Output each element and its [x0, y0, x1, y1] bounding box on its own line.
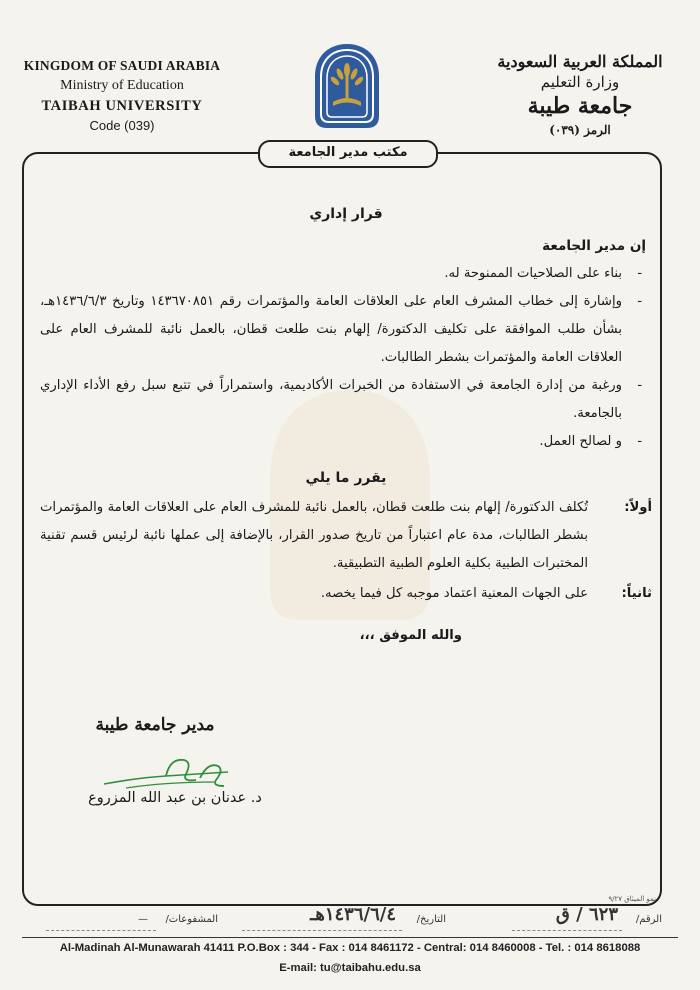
reference-line [18, 902, 678, 938]
preamble-text: ورغبة من إدارة الجامعة في الاستفادة من الخبرات الأكاديمية، واستمراراً في تتبع سبل رفع الأداء الإداري بالجامعة. [40, 378, 622, 421]
signatory-name: د. عدنان بن عبد الله المزروع [88, 790, 262, 806]
signatory-title: مدير جامعة طيبة [95, 715, 215, 735]
country-name-ar: المملكة العربية السعودية [497, 52, 663, 71]
preamble-item [40, 288, 652, 372]
preamble-text: بناء على الصلاحيات الممنوحة له. [444, 266, 622, 281]
date-value: ١٤٣٦/٦/٤هـ [310, 904, 396, 925]
item-label: ثانياً: [621, 586, 652, 601]
ministry-name-ar: وزارة التعليم [540, 73, 620, 91]
bullet-dash: - [637, 378, 642, 393]
university-code-en: Code (039) [89, 118, 155, 133]
item-label: أولاً: [624, 500, 652, 515]
university-name-ar: جامعة طيبة [527, 93, 633, 119]
office-label: مكتب مدير الجامعة [258, 140, 438, 168]
header-arabic [490, 52, 670, 137]
footer-email: E-mail: tu@taibahu.edu.sa [279, 962, 421, 974]
bullet-dash: - [637, 294, 642, 309]
preamble-item [40, 428, 652, 456]
university-name-en: TAIBAH UNIVERSITY [41, 98, 203, 114]
date-dotted-line [242, 930, 402, 931]
intro-line: إن مدير الجامعة [542, 238, 646, 254]
document-title: قرار إداري [309, 206, 383, 222]
number-value: ٦٢٣ / ق [555, 904, 618, 925]
item-text: تُكلف الدكتورة/ إلهام بنت طلعت قطان، بالعمل نائبة للمشرف العام على العلاقات العامة والمؤتمرات بشطر الطالبات، مدة عام اعتباراً من تاريخ صدور القرار، بالإضافة إلى عملها نائبة لرئيس قسم تقنية المختبرات الطبية بكلية العلوم الطبية التطبيقية. [40, 500, 588, 571]
form-code: نمو الميثاق ٩/٢٧ [608, 895, 656, 903]
decision-heading: يقرر ما يلي [305, 470, 387, 486]
preamble-text: وإشارة إلى خطاب المشرف العام على العلاقات العامة والمؤتمرات رقم ١٤٣٦٧٠٨٥١ وتاريخ ١٤٣٦/٦/٣هـ، بشأن طلب الموافقة على تكليف الدكتورة/ إلهام بنت طلعت قطان، بالعمل نائبة للمشرف العام على العلاقات العامة والمؤتمرات بشطر الطالبات. [40, 294, 622, 365]
footer-divider [22, 937, 678, 938]
item-text: على الجهات المعنية اعتماد موجبه كل فيما يخصه. [320, 586, 588, 601]
bullet-dash: - [637, 266, 642, 281]
university-code-ar: الرمز (٠٣٩) [549, 123, 611, 137]
preamble-item [40, 260, 652, 288]
attachments-value: — [138, 914, 148, 925]
header-english [22, 58, 222, 133]
date-label: التاريخ/ [416, 914, 446, 925]
number-label: الرقم/ [635, 914, 662, 925]
decision-item-second [40, 580, 652, 608]
attachments-dotted-line [46, 930, 156, 931]
attachments-label: المشفوعات/ [165, 914, 218, 925]
preamble-item [40, 372, 652, 428]
country-name-en: KINGDOM OF SAUDI ARABIA [23, 58, 221, 73]
decision-body [40, 200, 652, 650]
closing-phrase: والله الموفق ،،، [359, 628, 462, 643]
preamble-text: و لصالح العمل. [539, 434, 622, 449]
taibah-university-logo [309, 42, 385, 132]
ministry-name-en: Ministry of Education [60, 78, 184, 93]
footer-address: Al-Madinah Al-Munawarah 41411 P.O.Box : 344 - Fax : 014 8461172 - Central: 014 8460008 - Tel. : 014 8618088 [59, 942, 641, 954]
decision-item-first [40, 494, 652, 578]
number-dotted-line [512, 930, 622, 931]
bullet-dash: - [637, 434, 642, 449]
